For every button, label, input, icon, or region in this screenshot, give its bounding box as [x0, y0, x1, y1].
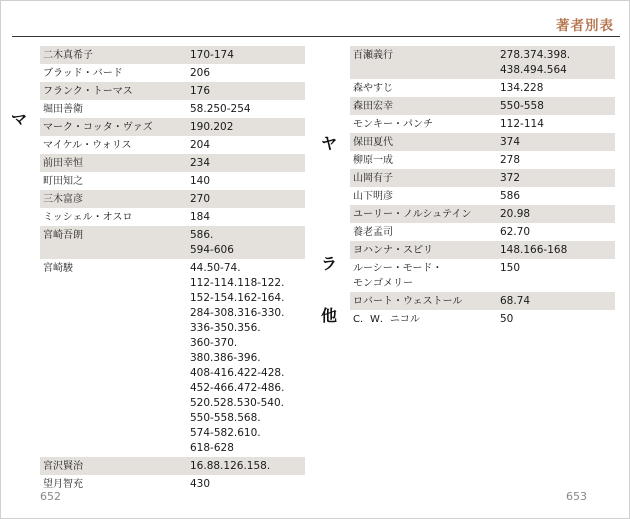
page-title: 著者別表 — [556, 18, 614, 34]
author-name: ブラッド・バード — [43, 67, 123, 79]
right-index-list — [350, 46, 615, 328]
page-references: 372 — [500, 171, 521, 184]
section-label-ya: ヤ — [321, 134, 338, 153]
index-row — [350, 97, 615, 115]
author-name: マーク・コッタ・ヴァズ — [43, 121, 153, 133]
page-references: 204 — [190, 138, 211, 151]
index-row — [40, 136, 305, 154]
page-references: 278.374.398. 438.494.564 — [500, 48, 571, 76]
index-row — [350, 46, 615, 79]
index-row — [40, 457, 305, 475]
left-index-list — [40, 46, 305, 493]
header-divider — [12, 36, 620, 37]
author-name: フランク・トーマス — [43, 85, 133, 97]
index-row — [350, 169, 615, 187]
author-name: 三木富彦 — [43, 193, 83, 205]
author-name: 森やすじ — [353, 82, 393, 94]
index-row — [40, 172, 305, 190]
index-row — [40, 100, 305, 118]
index-row — [350, 310, 615, 328]
left-page-number: 652 — [40, 490, 61, 503]
index-row — [350, 151, 615, 169]
right-page-number: 653 — [566, 490, 587, 503]
author-name: 望月智充 — [43, 478, 83, 490]
index-row — [40, 208, 305, 226]
index-row — [40, 226, 305, 259]
author-name: 宮崎駿 — [43, 262, 73, 274]
author-name: 宮沢賢治 — [43, 460, 83, 472]
page-references: 150 — [500, 261, 521, 274]
page-references: 206 — [190, 66, 211, 79]
page-references: 134.228 — [500, 81, 544, 94]
author-name: ルーシー・モード・ モンゴメリー — [353, 262, 443, 289]
page-references: 112-114 — [500, 117, 544, 130]
author-name: 百瀬義行 — [353, 49, 393, 61]
author-name: 森田宏幸 — [353, 100, 393, 112]
author-name: ユーリー・ノルシュテイン — [353, 208, 472, 220]
page-references: 170-174 — [190, 48, 234, 61]
author-name: 前田幸恒 — [43, 157, 83, 169]
page-references: 374 — [500, 135, 521, 148]
page-references: 430 — [190, 477, 211, 490]
author-name: 保田夏代 — [353, 136, 393, 148]
page-references: 16.88.126.158. — [190, 459, 271, 472]
index-row — [40, 190, 305, 208]
page-references: 270 — [190, 192, 211, 205]
page-references: 140 — [190, 174, 211, 187]
author-name: モンキー・パンチ — [353, 118, 433, 130]
author-name: C．W．ニコル — [353, 313, 420, 325]
index-row — [350, 259, 615, 292]
section-label-ma: マ — [11, 110, 28, 129]
page-references: 184 — [190, 210, 211, 223]
index-row — [350, 187, 615, 205]
author-name: 柳原一成 — [353, 154, 393, 166]
page-references: 190.202 — [190, 120, 234, 133]
index-row — [40, 82, 305, 100]
page-references: 586. 594-606 — [190, 228, 234, 256]
page-references: 44.50-74. 112-114.118-122. 152-154.162-164. 284-308.316-330. 336-350.356. 360-370. 380.386-396. 408-416.422-428. 452-466.472-486. 520.528.530-540. 550-558.568. 574-582.610. 618-628 — [190, 261, 285, 454]
section-label-other: 他 — [321, 306, 338, 325]
page-references: 550-558 — [500, 99, 544, 112]
page-references: 586 — [500, 189, 521, 202]
page-references: 62.70 — [500, 225, 531, 238]
index-row — [350, 79, 615, 97]
author-name: 山下明彦 — [353, 190, 393, 202]
author-name: 町田知之 — [43, 175, 83, 187]
page-references: 58.250-254 — [190, 102, 251, 115]
page-references: 176 — [190, 84, 211, 97]
index-row — [40, 64, 305, 82]
author-name: 山岡有子 — [353, 172, 393, 184]
page-references: 68.74 — [500, 294, 531, 307]
author-name: ロバート・ウェストール — [353, 295, 463, 307]
page-references: 234 — [190, 156, 211, 169]
index-row — [350, 223, 615, 241]
index-row — [350, 205, 615, 223]
index-row — [40, 475, 305, 493]
index-row — [350, 292, 615, 310]
author-name: 養老孟司 — [353, 226, 393, 238]
index-row — [350, 115, 615, 133]
index-row — [40, 118, 305, 136]
page-references: 50 — [500, 312, 514, 325]
page-references: 148.166-168 — [500, 243, 568, 256]
author-name: ヨハンナ・スピリ — [353, 244, 433, 256]
author-name: マイケル・ウォリス — [43, 139, 132, 151]
page-references: 20.98 — [500, 207, 531, 220]
index-row — [40, 259, 305, 457]
page-references: 278 — [500, 153, 521, 166]
author-name: 二木真希子 — [43, 49, 93, 61]
section-label-ra: ラ — [321, 254, 338, 273]
author-name: 宮崎吾朗 — [43, 229, 83, 241]
author-name: ミッシェル・オスロ — [43, 211, 133, 223]
index-row — [350, 133, 615, 151]
index-row — [40, 46, 305, 64]
author-name: 堀田善衛 — [43, 103, 83, 115]
index-row — [40, 154, 305, 172]
index-row — [350, 241, 615, 259]
